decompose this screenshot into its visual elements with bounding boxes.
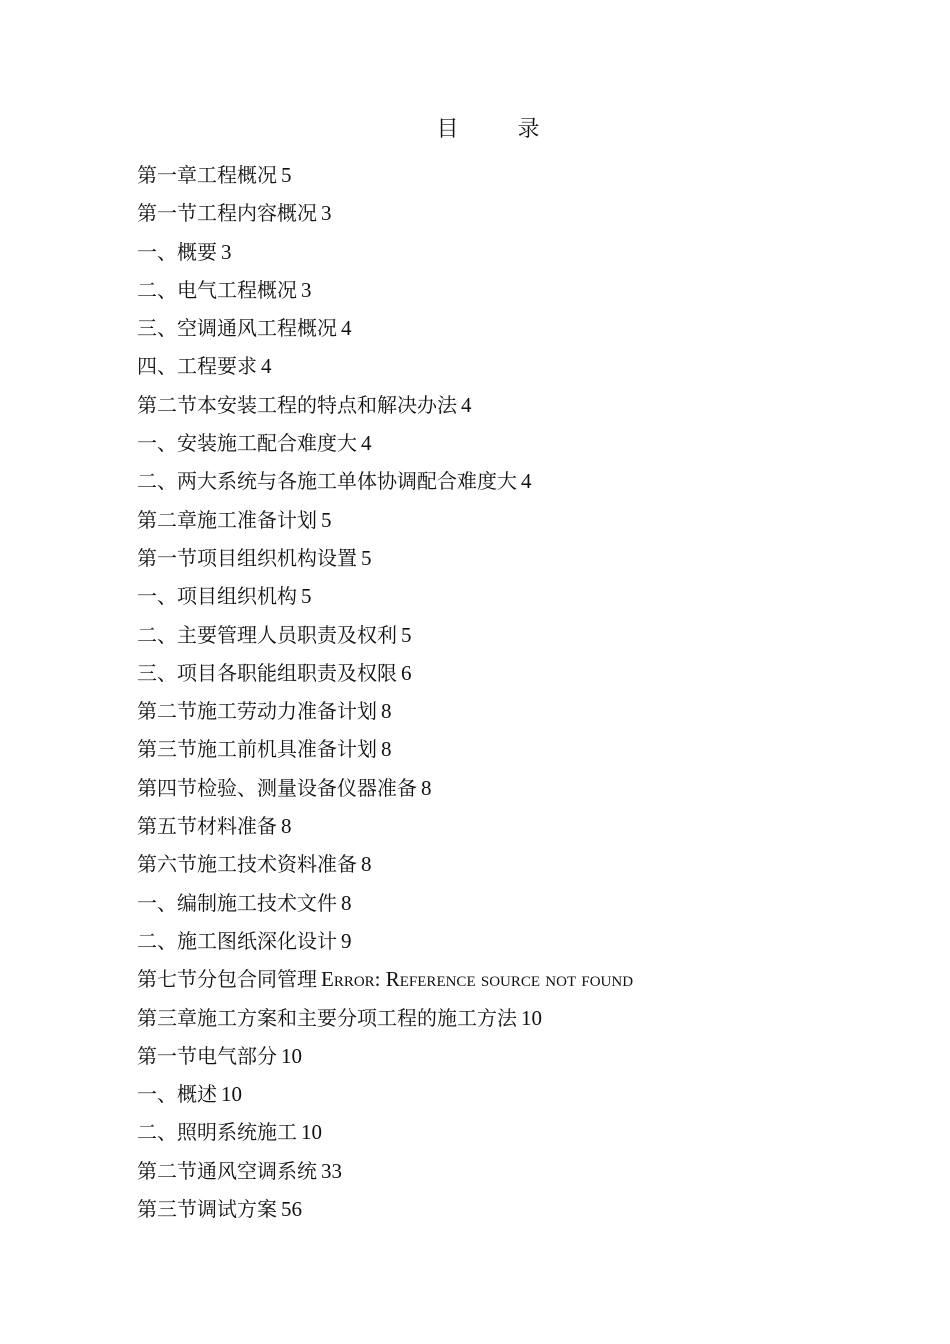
toc-entry[interactable]: [137, 773, 633, 811]
toc-entry-text: 二、电气工程概况: [137, 277, 297, 302]
toc-entry-page-number: 8: [381, 737, 392, 762]
toc-entry-text: 第四节检验、测量设备仪器准备: [137, 775, 417, 800]
toc-entry-error: Error: Reference source not found: [321, 967, 634, 992]
toc-entry-text: 第三节调试方案: [137, 1197, 277, 1222]
toc-entry-text: 第一章工程概况: [137, 163, 277, 187]
toc-entry-text: 第三节施工前机具准备计划: [137, 737, 377, 762]
toc-entry-text: 第一节项目组织机构设置: [137, 545, 357, 570]
toc-entry-text: 三、空调通风工程概况: [137, 316, 337, 341]
toc-entry[interactable]: [137, 505, 633, 543]
toc-entry-page-number: 10: [221, 1082, 242, 1107]
toc-entry-page-number: 33: [321, 1158, 342, 1183]
toc-entry[interactable]: [137, 888, 633, 926]
toc-entry-text: 一、编制施工技术文件: [137, 890, 337, 915]
toc-list: [137, 160, 633, 1232]
toc-entry[interactable]: [137, 160, 633, 198]
toc-entry-page-number: 3: [321, 201, 332, 226]
toc-entry-text: 二、两大系统与各施工单体协调配合难度大: [137, 469, 517, 494]
toc-entry[interactable]: [137, 313, 633, 351]
toc-entry[interactable]: [137, 466, 633, 504]
toc-entry-page-number: 8: [341, 890, 352, 915]
toc-entry-page-number: 5: [361, 545, 372, 570]
toc-entry[interactable]: [137, 926, 633, 964]
toc-entry[interactable]: [137, 658, 633, 696]
toc-entry-page-number: 8: [421, 775, 432, 800]
toc-entry-page-number: 56: [281, 1197, 302, 1222]
toc-entry-text: 二、主要管理人员职责及权利: [137, 622, 397, 647]
toc-entry-page-number: 3: [301, 277, 312, 302]
toc-entry[interactable]: [137, 1003, 633, 1041]
toc-entry[interactable]: [137, 1194, 633, 1232]
toc-entry-page-number: 4: [461, 392, 472, 417]
toc-entry-text: 三、项目各职能组职责及权限: [137, 660, 397, 685]
toc-entry-text: 一、概述: [137, 1082, 217, 1107]
toc-entry[interactable]: [137, 734, 633, 772]
toc-entry-text: 第二节本安装工程的特点和解决办法: [137, 392, 457, 417]
toc-entry-text: 第一节工程内容概况: [137, 201, 317, 226]
toc-entry[interactable]: [137, 581, 633, 619]
toc-entry-text: 第六节施工技术资料准备: [137, 852, 357, 877]
toc-entry-page-number: 4: [521, 469, 532, 494]
toc-entry[interactable]: [137, 1117, 633, 1155]
toc-entry-text: 一、概要: [137, 239, 217, 264]
toc-entry[interactable]: [137, 543, 633, 581]
toc-entry[interactable]: [137, 964, 633, 1002]
toc-title: 目 录: [436, 117, 566, 142]
toc-entry[interactable]: [137, 811, 633, 849]
toc-entry-text: 一、安装施工配合难度大: [137, 431, 357, 456]
toc-entry-text: 第一节电气部分: [137, 1043, 277, 1068]
toc-entry-text: 第二节通风空调系统: [137, 1158, 317, 1183]
toc-entry[interactable]: [137, 428, 633, 466]
toc-entry-page-number: 5: [301, 584, 312, 609]
toc-entry-text: 第五节材料准备: [137, 814, 277, 839]
toc-entry-page-number: 8: [361, 852, 372, 877]
toc-entry-page-number: 5: [401, 622, 412, 647]
toc-entry-text: 二、施工图纸深化设计: [137, 928, 337, 953]
toc-entry-text: 四、工程要求: [137, 354, 257, 379]
toc-entry[interactable]: [137, 198, 633, 236]
toc-entry[interactable]: [137, 351, 633, 389]
toc-entry[interactable]: [137, 275, 633, 313]
toc-entry-page-number: 4: [261, 354, 272, 379]
toc-entry-text: 第三章施工方案和主要分项工程的施工方法: [137, 1005, 517, 1030]
toc-entry-text: 一、项目组织机构: [137, 584, 297, 609]
toc-entry-page-number: 5: [281, 163, 292, 187]
toc-entry-page-number: 4: [361, 431, 372, 456]
toc-entry-text: 第二节施工劳动力准备计划: [137, 699, 377, 724]
toc-entry-text: 二、照明系统施工: [137, 1120, 297, 1145]
toc-entry-page-number: 8: [381, 699, 392, 724]
toc-entry[interactable]: [137, 849, 633, 887]
toc-entry-page-number: 5: [321, 507, 332, 532]
toc-entry[interactable]: [137, 1079, 633, 1117]
toc-entry[interactable]: [137, 237, 633, 275]
toc-entry[interactable]: [137, 620, 633, 658]
toc-entry-page-number: 10: [521, 1005, 542, 1030]
toc-entry-page-number: 10: [281, 1043, 302, 1068]
toc-entry-page-number: 8: [281, 814, 292, 839]
toc-entry-page-number: 4: [341, 316, 352, 341]
toc-entry-page-number: 9: [341, 928, 352, 953]
toc-entry-text: 第二章施工准备计划: [137, 507, 317, 532]
toc-entry[interactable]: [137, 390, 633, 428]
toc-entry-page-number: 6: [401, 660, 412, 685]
toc-entry[interactable]: [137, 1156, 633, 1194]
toc-entry[interactable]: [137, 696, 633, 734]
toc-entry[interactable]: [137, 1041, 633, 1079]
toc-entry-text: 第七节分包合同管理: [137, 967, 317, 992]
toc-entry-page-number: 3: [221, 239, 232, 264]
toc-entry-page-number: 10: [301, 1120, 322, 1145]
